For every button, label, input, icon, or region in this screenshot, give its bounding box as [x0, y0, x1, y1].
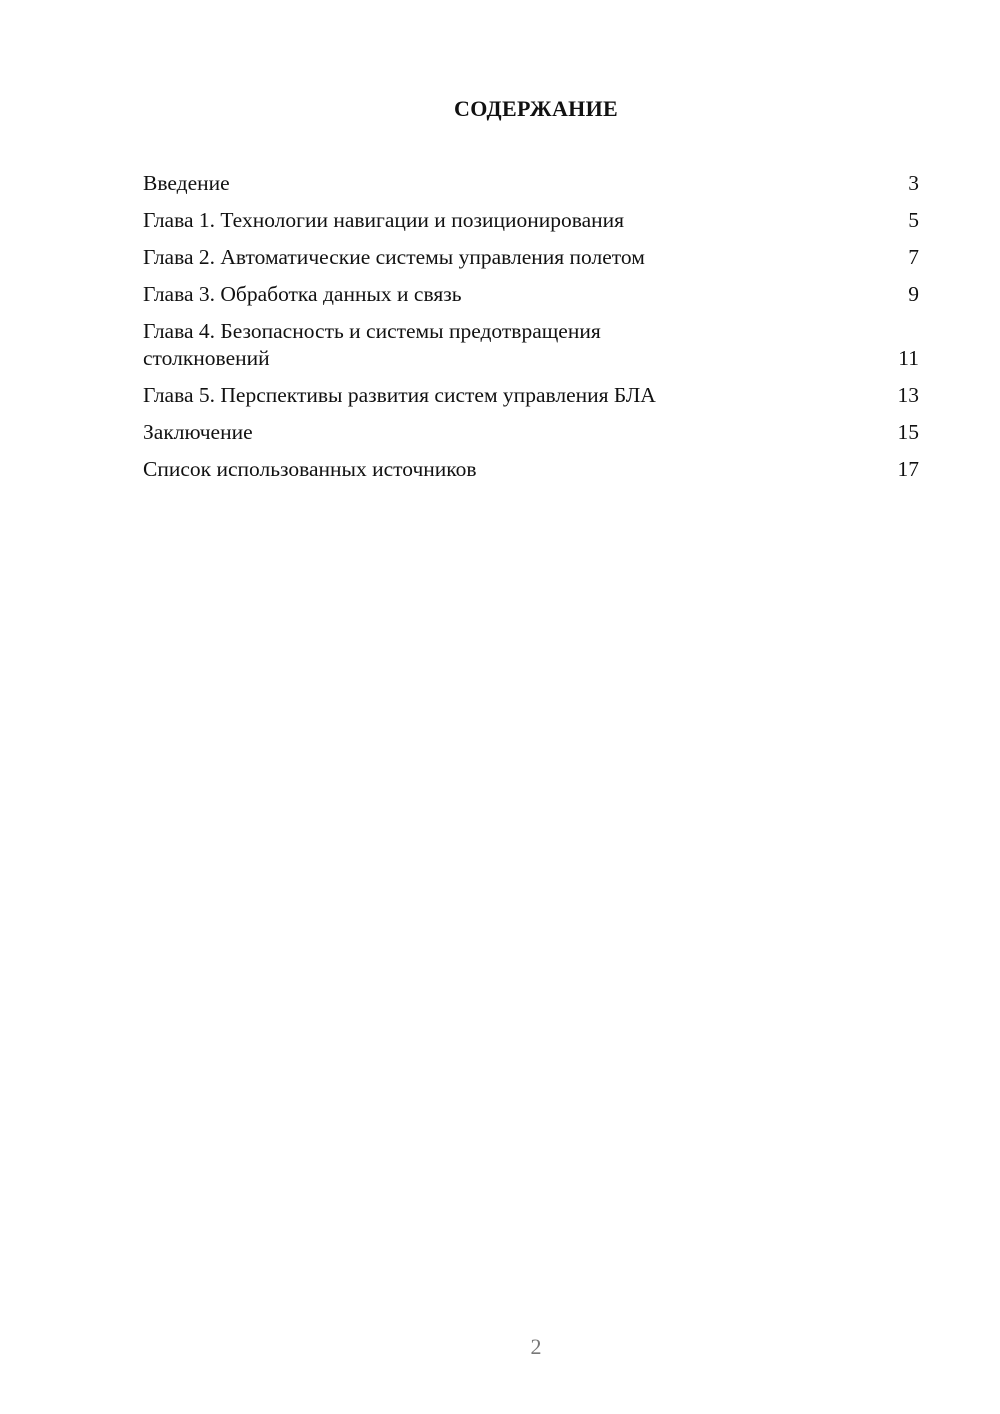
toc-entry [143, 281, 919, 308]
toc-entry [143, 207, 919, 234]
toc-entry-label: Глава 2. Автоматические системы управления полетом [143, 245, 645, 269]
toc-entry-label: Введение [143, 171, 230, 195]
page-title: СОДЕРЖАНИЕ [454, 96, 618, 121]
toc-entry-label: Глава 4. Безопасность и системы предотвращения столкновений [143, 319, 601, 370]
toc-entry-label: Список использованных источников [143, 457, 477, 481]
toc-entry [143, 419, 919, 446]
toc-entry-page: 9 [908, 282, 919, 306]
toc-entry-page: 3 [908, 171, 919, 195]
toc-entry-label: Глава 1. Технологии навигации и позиционирования [143, 208, 625, 232]
toc-entry-label: Глава 5. Перспективы развития систем управления БЛА [143, 383, 656, 407]
toc-entry [143, 456, 919, 483]
toc-entry-page: 7 [908, 245, 919, 269]
toc-entry [143, 382, 919, 409]
toc-entry-page: 5 [908, 208, 919, 232]
toc-entry [143, 244, 919, 271]
toc-entry [143, 318, 919, 372]
toc-entry-page: 15 [897, 420, 919, 444]
toc-entry [143, 170, 919, 197]
table-of-contents [143, 170, 919, 493]
page-number: 2 [530, 1334, 542, 1359]
toc-entry-page: 11 [898, 346, 919, 370]
toc-entry-label: Глава 3. Обработка данных и связь [143, 282, 462, 306]
toc-entry-page: 13 [897, 383, 919, 407]
toc-entry-page: 17 [897, 457, 919, 481]
toc-entry-label: Заключение [143, 420, 253, 444]
